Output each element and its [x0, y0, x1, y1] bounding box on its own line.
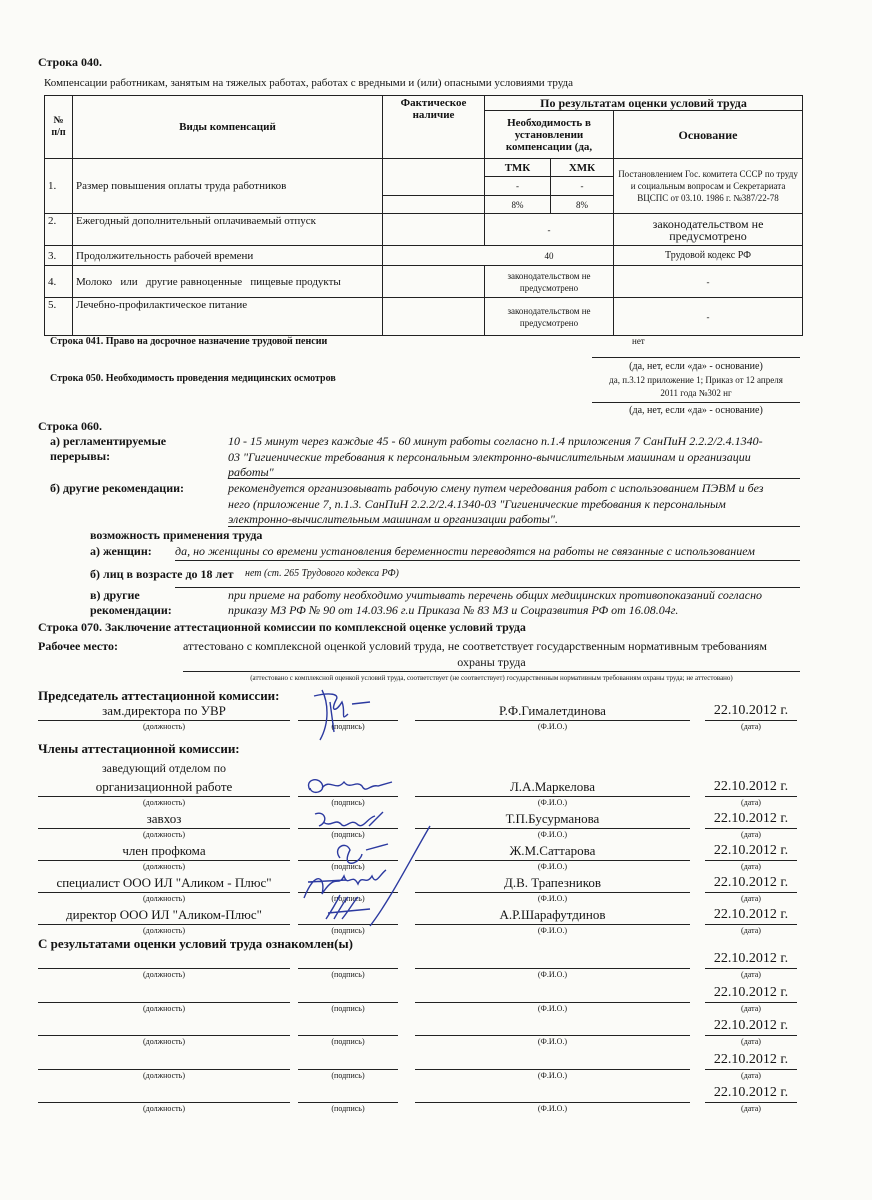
row050-line: [592, 402, 800, 403]
row5-num: 5.: [45, 298, 73, 336]
row1-actual: [383, 159, 485, 196]
members-heading: Члены аттестационной комиссии:: [38, 741, 240, 756]
acquainted1-date-caption: (дата): [741, 970, 761, 979]
acquainted5-signature-line: [298, 1102, 398, 1103]
member2-name-caption: (Ф.И.О.): [537, 830, 568, 839]
acquainted3-date-caption: (дата): [741, 1037, 761, 1046]
acquainted2-date-line: [705, 1002, 797, 1003]
row1-tmk-1: -: [485, 177, 551, 196]
acquainted1-position-caption: (должность): [143, 970, 185, 979]
acquainted1-signature-caption: (подпись): [331, 970, 365, 979]
member1-position-caption: (должность): [143, 798, 185, 807]
member3-position-line: [38, 860, 290, 861]
member3-date: 22.10.2012 г.: [713, 843, 789, 858]
row041-caption: (да, нет, если «да» - основание): [629, 361, 763, 372]
row2-num: 2.: [45, 214, 73, 246]
acquainted3-date: 22.10.2012 г.: [713, 1018, 789, 1033]
possibility-label: возможность применения труда: [90, 528, 263, 542]
row2-actual: [383, 214, 485, 246]
row5-basis: -: [614, 298, 803, 336]
row041-line: [592, 357, 800, 358]
row3-kind: Продолжительность рабочей времени: [73, 246, 383, 266]
member3-date-caption: (дата): [741, 862, 761, 871]
member2-name: Т.П.Бусурманова: [505, 811, 600, 826]
header-basis: Основание: [614, 111, 803, 159]
member2-position-line: [38, 828, 290, 829]
member2-position-caption: (должность): [143, 830, 185, 839]
other2-label-2: рекомендации:: [90, 603, 172, 617]
acquainted1-date-line: [705, 968, 797, 969]
member1-signature: [300, 770, 400, 806]
member3-signature-caption: (подпись): [331, 862, 365, 871]
row050-caption: (да, нет, если «да» - основание): [629, 405, 763, 416]
row1-tmk-2: 8%: [485, 196, 551, 214]
member5-signature-caption: (подпись): [331, 926, 365, 935]
other-line: [228, 526, 800, 527]
member1-name-caption: (Ф.И.О.): [537, 798, 568, 807]
chairman-position-caption: (должность): [143, 722, 185, 731]
member4-name-caption: (Ф.И.О.): [537, 894, 568, 903]
workplace-caption: (аттестовано с комплексной оценкой условий труда, соответствует (не соответствует) государственным нормативным требованиям охраны труда; не аттестовано): [250, 674, 733, 682]
acquainted3-date-line: [705, 1035, 797, 1036]
acquainted2-signature-caption: (подпись): [331, 1003, 365, 1013]
member3-position: член профкома: [122, 843, 206, 858]
row1-num: 1.: [45, 159, 73, 214]
member1-position: организационной работе: [95, 779, 233, 794]
row5-actual: [383, 298, 485, 336]
chairman-position: зам.директора по УВР: [102, 703, 226, 718]
acquainted5-date-caption: (дата): [741, 1104, 761, 1113]
acquainted1-position-line: [38, 968, 290, 969]
row2-necessity: -: [485, 214, 614, 246]
other2-text-2: приказу МЗ РФ № 90 от 14.03.96 г.и Приказа № 83 МЗ и Соцразвития РФ от 16.08.04г.: [228, 603, 679, 617]
women-line: [175, 560, 800, 561]
acquainted2-name-line: [415, 1002, 690, 1003]
member5-date: 22.10.2012 г.: [713, 907, 789, 922]
chairman-date: 22.10.2012 г.: [713, 703, 789, 718]
acquainted5-position-line: [38, 1102, 290, 1103]
header-results: По результатам оценки условий труда: [485, 96, 803, 111]
row050-value-1: да, п.3.12 приложение 1; Приказ от 12 апреля: [609, 375, 783, 385]
other-text-2: него (приложение 7, п.1.3. СанПиН 2.2.2/2.4.1340-03 "Гигиенические требования к персональным: [228, 497, 726, 511]
member1-signature-caption: (подпись): [331, 798, 365, 807]
member2-date-line: [705, 828, 797, 829]
member1-name: Л.А.Маркелова: [509, 779, 596, 794]
member5-name: А.Р.Шарафутдинов: [499, 907, 606, 922]
acquainted1-name-caption: (Ф.И.О.): [537, 970, 568, 979]
member2-signature-caption: (подпись): [331, 830, 365, 839]
member2-date-caption: (дата): [741, 830, 761, 839]
row4-actual: [383, 266, 485, 298]
workplace-text-1: аттестовано с комплексной оценкой условий труда, не соответствует государственным нормативным требованиям: [183, 639, 767, 653]
member4-position-line: [38, 892, 290, 893]
row5-kind: Лечебно-профилактическое питание: [73, 298, 383, 336]
member3-name-line: [415, 860, 690, 861]
chairman-date-caption: (дата): [741, 722, 761, 731]
breaks-label: а) регламентируемые: [50, 434, 167, 448]
member3-position-caption: (должность): [143, 862, 185, 871]
member3-date-line: [705, 860, 797, 861]
chairman-position-line: [38, 720, 290, 721]
acquainted1-date: 22.10.2012 г.: [713, 951, 789, 966]
acquainted4-date-line: [705, 1069, 797, 1070]
acquainted2-position-line: [38, 1002, 290, 1003]
row1-xmk-2: 8%: [551, 196, 614, 214]
header-kind: Виды компенсаций: [73, 96, 383, 159]
acquainted2-name-caption: (Ф.И.О.): [537, 1003, 568, 1013]
acquainted3-position-caption: (должность): [143, 1037, 185, 1046]
acquainted2-signature-line: [298, 1002, 398, 1003]
acquainted3-position-line: [38, 1035, 290, 1036]
minors-text: нет (ст. 265 Трудового кодекса РФ): [245, 568, 399, 579]
member2-name-line: [415, 828, 690, 829]
acquainted5-date: 22.10.2012 г.: [713, 1085, 789, 1100]
member2-date: 22.10.2012 г.: [713, 811, 789, 826]
breaks-text-2: 03 "Гигиенические требования к персональным электронно-вычислительным машинам и организации: [228, 450, 751, 464]
acquainted5-name-caption: (Ф.И.О.): [537, 1104, 568, 1113]
acquainted1-signature-line: [298, 968, 398, 969]
row041-label: Строка 041. Право на досрочное назначение трудовой пенсии: [50, 336, 328, 347]
row4-kind: Молоко или другие равноценные пищевые продукты: [73, 266, 383, 298]
member4-signature-caption: (подпись): [331, 894, 365, 903]
other-text-3: электронно-вычислительным машинам и организации работы".: [228, 512, 558, 526]
member5-signature: [320, 893, 380, 923]
acquainted3-signature-caption: (подпись): [331, 1037, 365, 1046]
other-label: б) другие рекомендации:: [50, 481, 185, 495]
header-actual: Фактическое наличие: [383, 96, 485, 159]
row2-basis: законодательством не предусмотрено: [614, 214, 803, 246]
member5-date-line: [705, 924, 797, 925]
member5-position: директор ООО ИЛ "Аликом-Плюс": [66, 907, 262, 922]
acquainted4-date-caption: (дата): [741, 1070, 761, 1080]
acquainted3-name-line: [415, 1035, 690, 1036]
member4-position-caption: (должность): [143, 894, 185, 903]
row1-kind: Размер повышения оплаты труда работников: [73, 159, 383, 214]
acquainted4-signature-line: [298, 1069, 398, 1070]
women-text: да, но женщины со времени установления беременности переводятся на работы не связанные с использованием: [175, 544, 755, 558]
breaks-label-2: перерывы:: [50, 449, 111, 463]
acquainted5-name-line: [415, 1102, 690, 1103]
acquainted4-name-caption: (Ф.И.О.): [537, 1070, 568, 1080]
row050-value-2: 2011 года №302 нг: [660, 388, 732, 398]
member5-date-caption: (дата): [741, 926, 761, 935]
acquainted2-date: 22.10.2012 г.: [713, 984, 789, 1000]
breaks-line: [228, 478, 800, 479]
member3-name-caption: (Ф.И.О.): [537, 862, 568, 871]
member4-name: Д.В. Трапезников: [503, 875, 602, 890]
acquainted3-signature-line: [298, 1035, 398, 1036]
acquainted4-date: 22.10.2012 г.: [713, 1051, 789, 1067]
member1-position-line: [38, 796, 290, 797]
row040-title: Строка 040.: [38, 55, 102, 69]
acquainted5-position-caption: (должность): [143, 1104, 185, 1113]
acquainted5-date-line: [705, 1102, 797, 1103]
row4-num: 4.: [45, 266, 73, 298]
acquainted1-name-line: [415, 968, 690, 969]
member2-position: завхоз: [146, 811, 182, 826]
row041-value: нет: [632, 336, 645, 346]
acquainted4-name-line: [415, 1069, 690, 1070]
member1-date-caption: (дата): [741, 798, 761, 807]
member4-date: 22.10.2012 г.: [713, 875, 789, 890]
row070-title: Строка 070. Заключение аттестационной комиссии по комплексной оценке условий труда: [38, 620, 526, 634]
member1-date: 22.10.2012 г.: [713, 779, 789, 794]
member4-date-caption: (дата): [741, 894, 761, 903]
chairman-signature: [300, 682, 390, 744]
acquainted2-position-caption: (должность): [143, 1003, 185, 1013]
chairman-signature-caption: (подпись): [331, 722, 365, 731]
member5-position-line: [38, 924, 290, 925]
member1-position-line1: заведующий отделом по: [101, 761, 227, 775]
row1-actual-2: [383, 196, 485, 214]
chairman-heading: Председатель аттестационной комиссии:: [38, 688, 280, 703]
acquainted4-position-line: [38, 1069, 290, 1070]
header-num: № п/п: [45, 96, 73, 159]
row5-necessity: законодательством не предусмотрено: [485, 298, 614, 336]
header-necessity: Необходимость в установлении компенсации (да,: [485, 111, 614, 159]
member4-date-line: [705, 892, 797, 893]
women-label: а) женщин:: [90, 544, 152, 558]
row1-basis: Постановлением Гос. комитета СССР по труду и социальным вопросам и Секретариата ВЦСПС от 03.10. 1986 г. №387/22-78: [614, 159, 803, 214]
row060-title: Строка 060.: [38, 419, 102, 433]
member4-name-line: [415, 892, 690, 893]
row3-basis: Трудовой кодекс РФ: [614, 246, 803, 266]
row4-necessity: законодательством не предусмотрено: [485, 266, 614, 298]
member3-name: Ж.М.Саттарова: [509, 843, 596, 858]
acquainted5-signature-caption: (подпись): [331, 1104, 365, 1113]
member5-name-line: [415, 924, 690, 925]
member1-date-line: [705, 796, 797, 797]
chairman-date-line: [705, 720, 797, 721]
breaks-text-3: работы": [228, 465, 274, 479]
other2-text-1: при приеме на работу необходимо учитывать перечень общих медицинских противопоказаний согласно: [228, 588, 763, 602]
acquainted-heading: С результатами оценки условий труда ознакомлен(ы): [38, 936, 353, 951]
compensation-table: [44, 95, 803, 336]
member5-name-caption: (Ф.И.О.): [537, 926, 568, 935]
workplace-label: Рабочее место:: [38, 639, 118, 653]
acquainted4-signature-caption: (подпись): [331, 1070, 365, 1080]
other2-label: в) другие: [90, 588, 140, 602]
row3-necessity: 40: [383, 246, 614, 266]
row2-kind: Ежегодный дополнительный оплачиваемый отпуск: [73, 214, 383, 246]
header-tmk: ТМК: [485, 159, 551, 177]
chairman-name-caption: (Ф.И.О.): [537, 722, 568, 731]
chairman-name: Р.Ф.Гималетдинова: [499, 703, 606, 718]
row3-num: 3.: [45, 246, 73, 266]
row1-xmk-1: -: [551, 177, 614, 196]
other-text-1: рекомендуется организовывать рабочую смену путем чередования работ с использованием ПЭВМ и без: [228, 481, 764, 495]
workplace-line: [183, 671, 800, 672]
row040-subtitle: Компенсации работникам, занятым на тяжелых работах, работах с вредными и (или) опасными условиями труда: [44, 77, 574, 89]
member1-name-line: [415, 796, 690, 797]
member5-position-caption: (должность): [143, 926, 185, 935]
minors-label: б) лиц в возрасте до 18 лет: [90, 567, 234, 581]
workplace-text-2: охраны труда: [457, 655, 526, 669]
acquainted4-position-caption: (должность): [143, 1070, 185, 1080]
row050-label: Строка 050. Необходимость проведения медицинских осмотров: [50, 373, 336, 384]
acquainted2-date-caption: (дата): [741, 1003, 761, 1013]
member4-position: специалист ООО ИЛ "Аликом - Плюс": [56, 875, 272, 890]
breaks-text-1: 10 - 15 минут через каждые 45 - 60 минут работы согласно п.1.4 приложения 7 СанПиН 2.2.2/2.4.1340-: [228, 434, 763, 448]
header-xmk: ХМК: [551, 159, 614, 177]
acquainted3-name-caption: (Ф.И.О.): [537, 1037, 568, 1046]
chairman-name-line: [415, 720, 690, 721]
row4-basis: -: [614, 266, 803, 298]
